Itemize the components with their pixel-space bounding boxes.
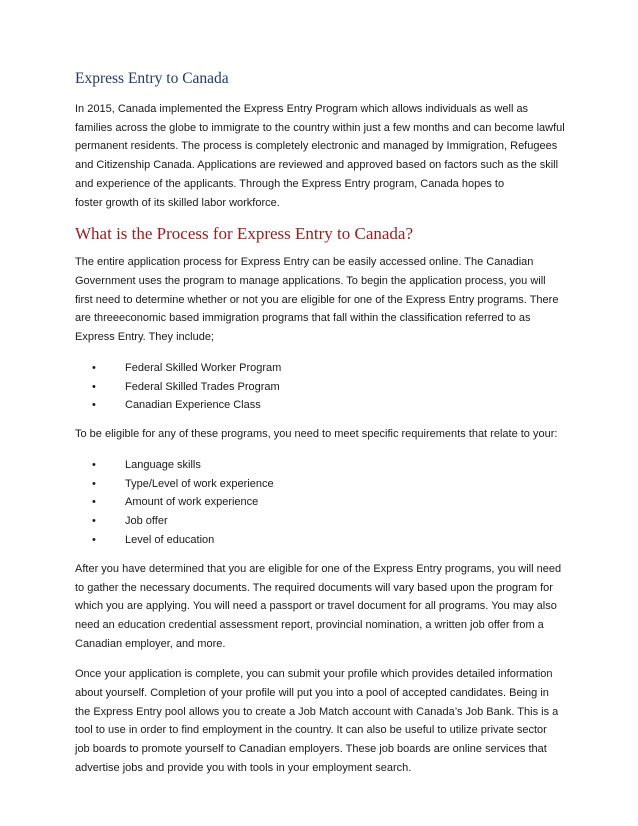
bullet-icon: • (92, 399, 96, 412)
intro-line: and Citizenship Canada. Applications are reviewed and approved based on factors such as the skill (75, 159, 559, 172)
documents-line: need an education credential assessment report, provincial nomination, a written job offer from a (75, 618, 544, 631)
intro-paragraph (75, 100, 583, 212)
documents-line: Canadian employer, and more. (75, 637, 226, 650)
documents-line: which you are applying. You will need a passport or travel document for all programs. You may also (75, 600, 557, 613)
profile-line: the Express Entry pool allows you to create a Job Match account with Canada’s Job Bank. This is a (75, 705, 559, 718)
document-title: Express Entry to Canada (75, 70, 229, 87)
bullet-icon: • (92, 534, 96, 547)
profile-line: tool to use in order to find employment in the country. It can also be useful to utilize private sector (75, 724, 547, 737)
eligibility-line: To be eligible for any of these programs, you need to meet specific requirements that relate to your: (75, 428, 558, 441)
list-item-text: Job offer (125, 515, 168, 528)
list-item-text: Federal Skilled Trades Program (125, 380, 280, 393)
list-item (90, 456, 583, 475)
profile-paragraph (75, 665, 583, 777)
intro-line: foster growth of its skilled labor workforce. (75, 196, 280, 209)
documents-paragraph (75, 560, 583, 654)
list-item (90, 359, 583, 378)
programs-list (75, 359, 583, 415)
requirements-list (75, 456, 583, 550)
list-item-text: Type/Level of work experience (125, 477, 274, 490)
process-paragraph (75, 253, 583, 347)
intro-line: and experience of the applicants. Through the Express Entry program, Canada hopes to (75, 177, 505, 190)
process-line: are threeeconomic based immigration programs that fall within the classification referred to as (75, 312, 531, 325)
profile-line: job boards to promote yourself to Canadian employers. These job boards are online services that (75, 743, 547, 756)
list-item-text: Level of education (125, 534, 215, 547)
process-line: The entire application process for Express Entry can be easily accessed online. The Canadian (75, 256, 534, 269)
list-item-text: Amount of work experience (125, 496, 259, 509)
list-item (90, 531, 583, 550)
profile-line: advertise jobs and provide you with tools in your employment search. (75, 761, 412, 774)
profile-line: about yourself. Completion of your profile will put you into a pool of accepted candidates. Being in (75, 687, 549, 700)
bullet-icon: • (92, 515, 96, 528)
list-item-text: Canadian Experience Class (125, 399, 261, 412)
process-line: Government uses the program to manage applications. To begin the application process, you will (75, 274, 546, 287)
list-item (90, 396, 583, 415)
intro-line: families across the globe to immigrate to the country within just a few months and can become lawful (75, 121, 565, 134)
documents-line: After you have determined that you are eligible for one of the Express Entry programs, you will need (75, 562, 562, 575)
documents-line: to gather the necessary documents. The required documents will vary based upon the program for (75, 581, 553, 594)
process-line: Express Entry. They include; (75, 331, 214, 344)
bullet-icon: • (92, 477, 96, 490)
intro-line: In 2015, Canada implemented the Express Entry Program which allows individuals as well as (75, 103, 529, 115)
list-item (90, 493, 583, 512)
eligibility-paragraph (75, 425, 583, 444)
bullet-icon: • (92, 496, 96, 509)
bullet-icon: • (92, 458, 96, 471)
intro-line: permanent residents. The process is completely electronic and managed by Immigration, Refugees (75, 140, 558, 153)
section-heading: What is the Process for Express Entry to Canada? (75, 224, 414, 244)
bullet-icon: • (92, 380, 96, 393)
list-item (90, 475, 583, 494)
list-item (90, 378, 583, 397)
list-item-text: Federal Skilled Worker Program (125, 361, 282, 374)
bullet-icon: • (92, 361, 96, 374)
profile-line: Once your application is complete, you can submit your profile which provides detailed information (75, 668, 553, 681)
process-line: first need to determine whether or not you are eligible for one of the Express Entry programs. There (75, 293, 559, 306)
list-item (90, 512, 583, 531)
list-item-text: Language skills (125, 458, 201, 471)
